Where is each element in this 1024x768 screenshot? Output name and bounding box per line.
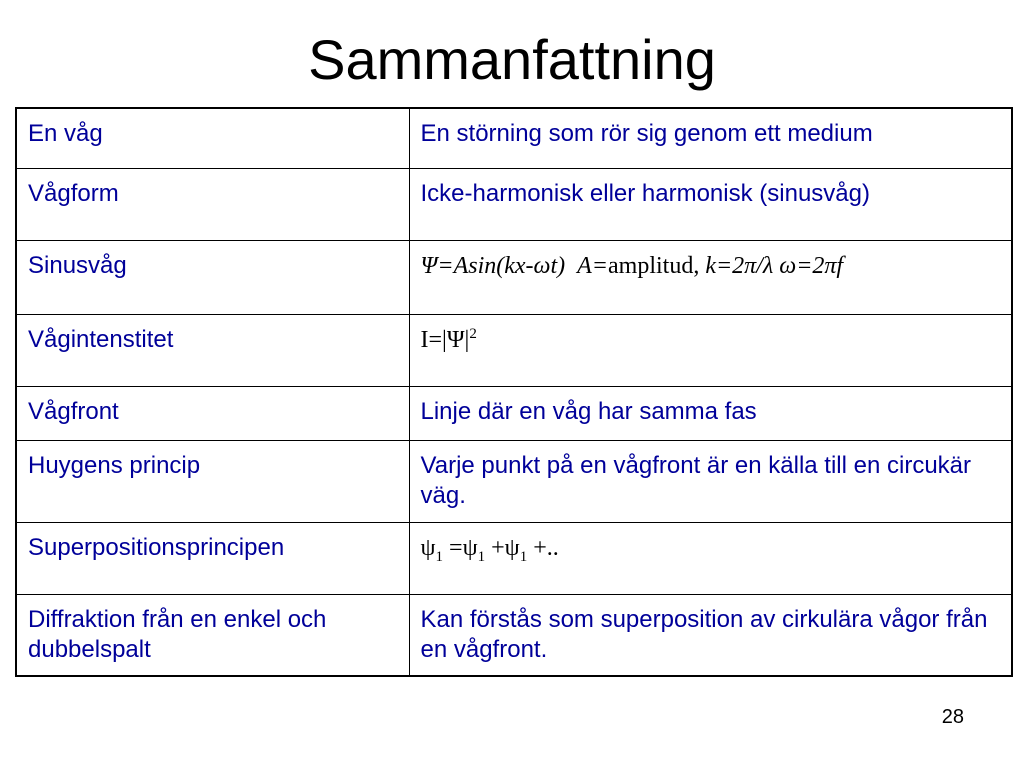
wave-equation: Ψ=Asin(kx-ωt) (420, 252, 566, 279)
table-row (16, 522, 1012, 594)
term-cell: Diffraktion från en enkel och dubbelspalt (16, 594, 409, 676)
table-row (16, 594, 1012, 676)
table-row (16, 440, 1012, 522)
superposition-formula: $\psi_1 =\psi_1 +\psi_1$ +.. (420, 534, 559, 565)
intensity-formula: $I=|\Psi|^2$ (420, 325, 477, 353)
table-row (16, 386, 1012, 440)
table-row (16, 168, 1012, 240)
sine-wave-formula (421, 253, 844, 279)
amplitude-symbol: A= (577, 252, 608, 279)
table-row (16, 108, 1012, 168)
wavenumber-formula: k=2π/λ (705, 252, 774, 279)
table-row (16, 314, 1012, 386)
term-cell: Vågintenstitet (16, 314, 409, 386)
amplitude-text: amplitud, (608, 252, 700, 279)
description-cell: Linje där en våg har samma fas (409, 386, 1012, 440)
term-cell: Vågform (16, 168, 409, 240)
term-cell: Huygens princip (16, 440, 409, 522)
summary-table (15, 107, 1013, 677)
page-number: 28 (941, 706, 964, 728)
angular-frequency-formula: ω=2πf (779, 252, 844, 279)
term-cell: Superpositionsprincipen (16, 522, 409, 594)
term-cell: Vågfront (16, 386, 409, 440)
formula-cell (409, 314, 1012, 386)
term-cell: Sinusvåg (16, 240, 409, 314)
table-row (16, 240, 1012, 314)
formula-cell (409, 240, 1012, 314)
description-cell: En störning som rör sig genom ett medium (409, 108, 1012, 168)
formula-cell (409, 522, 1012, 594)
description-cell: Icke-harmonisk eller harmonisk (sinusvåg) (409, 168, 1012, 240)
term-cell: En våg (16, 108, 409, 168)
slide-title: Sammanfattning (308, 28, 716, 91)
description-cell: Varje punkt på en vågfront är en källa till en circukär väg. (409, 440, 1012, 522)
description-cell: Kan förstås som superposition av cirkulära vågor från en vågfront. (409, 594, 1012, 676)
